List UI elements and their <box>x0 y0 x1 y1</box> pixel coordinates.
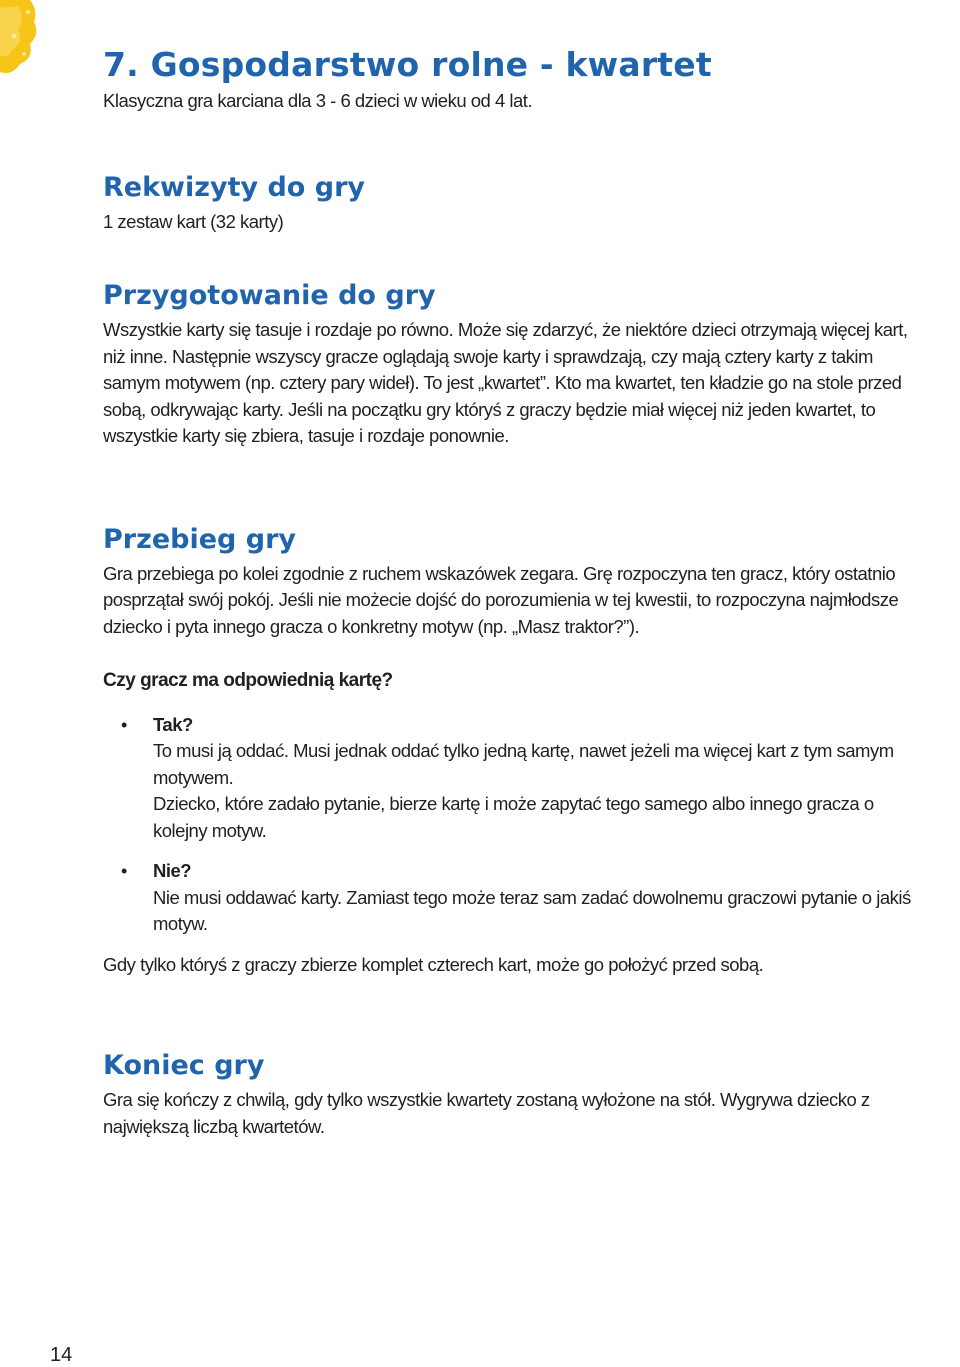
page-title: 7. Gospodarstwo rolne - kwartet <box>103 45 712 84</box>
page-content <box>103 45 923 1140</box>
option-label: Nie? <box>153 860 192 881</box>
section-heading: Koniec gry <box>103 1050 265 1081</box>
page-number: 14 <box>50 1344 73 1366</box>
section-text: Wszystkie karty się tasuje i rozdaje po równo. Może się zdarzyć, że niektóre dzieci otrzymają więcej kart, niż inne. Następnie wszyscy gracze oglądają swoje karty i sprawdzają, czy mają cztery karty z takim samym motywem (np. cztery pary wideł). To jest „kwartet”. Kto ma kwartet, ten kładzie go na stole przed sobą, odkrywając karty. Jeśli na początku gry któryś z graczy będzie miał więcej niż jeden kwartet, to wszystkie karty się zbiera, tasuje i rozdaje ponownie. <box>103 319 908 446</box>
section-course <box>103 524 923 979</box>
options-list <box>103 712 923 938</box>
option-text: To musi ją oddać. Musi jednak oddać tylko jedną kartę, nawet jeżeli ma więcej kart z tym samym motywem. <box>153 740 894 788</box>
section-text: Gra przebiega po kolei zgodnie z ruchem wskazówek zegara. Grę rozpoczyna ten gracz, który ostatnio posprzątał swój pokój. Jeśli nie możecie dojść do porozumienia w tej kwestii, to rozpoczyna najmłodsze dziecko i pyta innego gracza o konkretny motyw (np. „Masz traktor?”). <box>103 562 899 637</box>
section-text: Gra się kończy z chwilą, gdy tylko wszystkie kwartety zostaną wyłożone na stół. Wygrywa dziecko z największą liczbą kwartetów. <box>103 1089 870 1137</box>
section-heading: Rekwizyty do gry <box>103 171 365 203</box>
section-heading: Przygotowanie do gry <box>103 280 436 311</box>
page-subtitle: Klasyczna gra karciana dla 3 - 6 dzieci w wieku od 4 lat. <box>103 90 533 111</box>
question-heading: Czy gracz ma odpowiednią kartę? <box>103 670 393 691</box>
list-item <box>103 858 923 938</box>
section-heading: Przebieg gry <box>103 523 296 555</box>
corner-decoration <box>0 0 40 80</box>
bullet-icon: • <box>121 714 128 735</box>
section-end <box>103 1050 923 1140</box>
option-text: Nie musi oddawać karty. Zamiast tego może teraz sam zadać dowolnemu graczowi pytanie o jakiś motyw. <box>153 886 911 934</box>
section-final-text: Gdy tylko któryś z graczy zbierze komplet czterech kart, może go położyć przed sobą. <box>103 953 764 975</box>
list-item <box>103 712 923 845</box>
bullet-icon: • <box>121 861 128 881</box>
section-props <box>103 172 923 236</box>
section-preparation <box>103 280 923 450</box>
option-label: Tak? <box>153 713 193 735</box>
section-text: 1 zestaw kart (32 karty) <box>103 210 284 232</box>
option-text: Dziecko, które zadało pytanie, bierze kartę i może zapytać tego samego albo innego gracza o kolejny motyw. <box>153 793 874 841</box>
